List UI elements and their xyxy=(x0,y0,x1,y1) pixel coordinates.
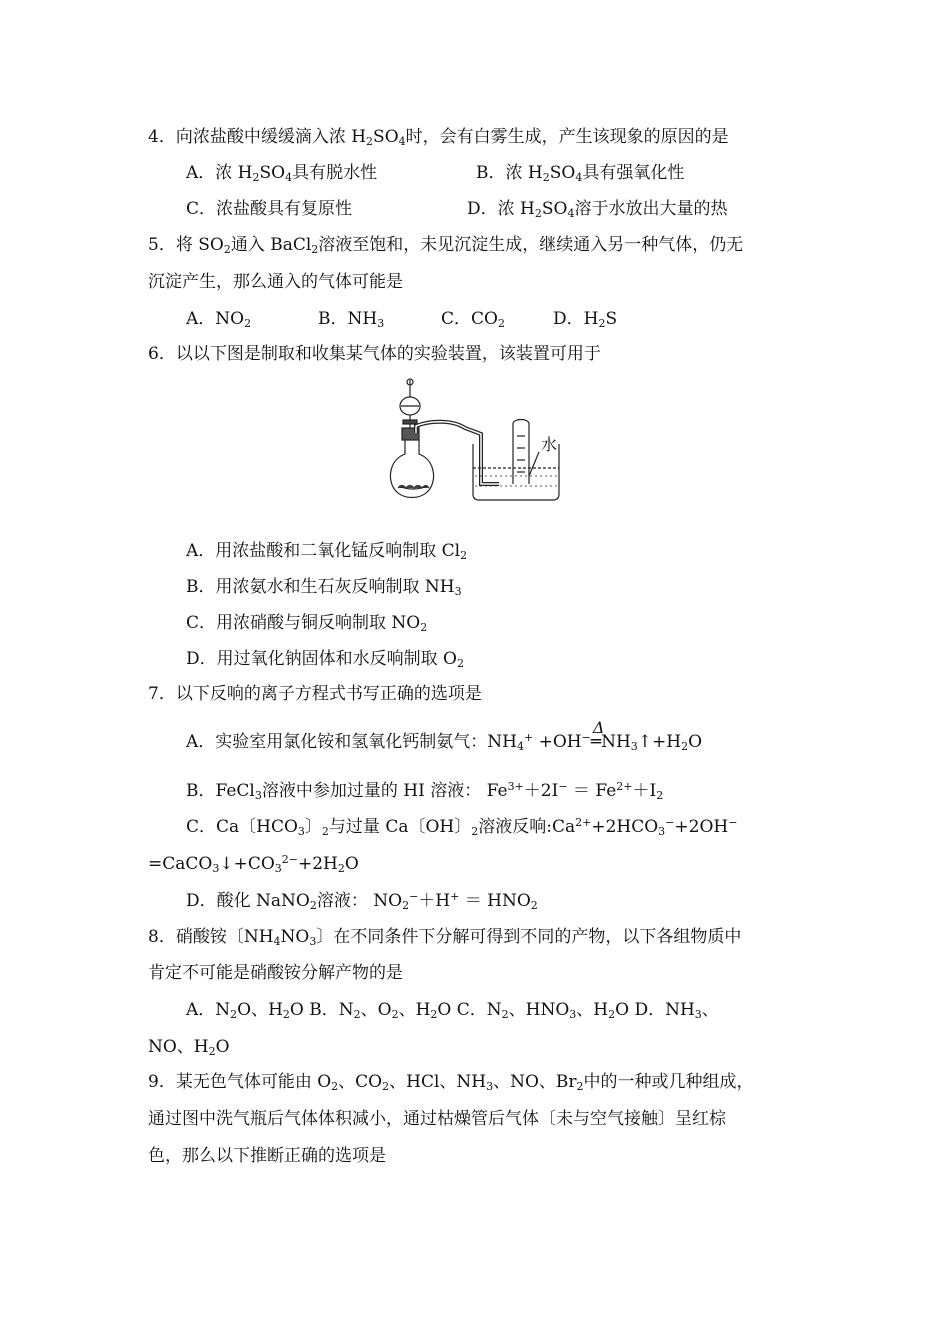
q7-option-a: A．实验室用氯化铵和氢氧化钙制氨气：$NH_4^+$ +OH−═ Δ $NH_3↑+H_2O$ xyxy=(186,718,703,753)
q9-stem-line1: 9．某无色气体可能由 $O_2$、$CO_2$、HCl、$NH_3$、NO、$Br_2$中的一种或几种组成， xyxy=(148,1072,754,1093)
q7-option-b: B．FeCl$_3$溶液中参加过量的 HI 溶液： $Fe^{3+}+2I^- = Fe^{2+}+I_2$ xyxy=(186,780,664,802)
q9-stem-line2: 通过图中洗气瓶后气体体积减小，通过枯燥管后气体〔未与空气接触〕呈红棕 xyxy=(148,1109,726,1129)
q5-stem-line2: 沉淀产生，那么通入的气体可能是 xyxy=(148,272,403,292)
q6-option-c: C．用浓硝酸与铜反响制取 $NO_2$ xyxy=(186,613,428,634)
q4-option-a: A．浓 $H_2SO_4$具有脱水性 xyxy=(186,163,378,184)
q8-stem-line1: 8．硝酸铵〔$NH_4NO_3$〕在不同条件下分解可得到不同的产物，以下各组物质中 xyxy=(148,927,742,948)
q5-option-b: B．$NH_3$ xyxy=(318,309,385,330)
q5-option-a: A．$NO_2$ xyxy=(186,309,252,330)
q6-stem: 6．以以下图是制取和收集某气体的实验装置，该装置可用于 xyxy=(148,344,601,364)
q7-stem: 7．以下反响的离子方程式书写正确的选项是 xyxy=(148,684,482,704)
q6-option-d: D．用过氧化钠固体和水反响制取 $O_2$ xyxy=(186,649,464,670)
q6-option-b: B．用浓氨水和生石灰反响制取 $NH_3$ xyxy=(186,577,462,598)
q7-option-c-line1: C．Ca〔$HCO_3$〕$_2$与过量 Ca〔OH〕$_2$溶液反响$:Ca^{2+}+2HCO_3^-+2OH^-$ xyxy=(186,816,738,838)
q4-stem: 4．向浓盐酸中缓缓滴入浓 $H_2SO_4$时，会有白雾生成，产生该现象的原因的是 xyxy=(148,127,729,148)
q9-stem-line3: 色，那么以下推断正确的选项是 xyxy=(148,1146,386,1166)
q4-option-c: C．浓盐酸具有复原性 xyxy=(186,199,353,219)
collecting-tube xyxy=(513,420,529,485)
q5-option-d: D．$H_2S$ xyxy=(553,309,618,330)
q5-option-c: C．$CO_2$ xyxy=(441,309,505,330)
q8-options-line2: NO、$H_2O$ xyxy=(148,1037,230,1058)
q7-option-d: D．酸化 NaNO$_2$溶液： $NO_2^-+H^+ = HNO_2$ xyxy=(186,890,538,912)
delivery-tube xyxy=(416,422,499,484)
q7-option-c-line2: $=CaCO_3↓+CO_3^{2-}+2H_2O$ xyxy=(148,853,359,875)
q8-stem-line2: 肯定不可能是硝酸铵分解产物的是 xyxy=(148,963,403,983)
q8-options-line1: A．$N_2O$、$H_2O$ B．$N_2$、$O_2$、$H_2O$ C．$N_2$、$HNO_3$、$H_2O$ D．$NH_3$、 xyxy=(186,1000,719,1021)
q6-option-a: A．用浓盐酸和二氧化锰反响制取 $Cl_2$ xyxy=(186,541,468,562)
figure-label-water: 水 xyxy=(541,435,558,454)
q5-stem-line1: 5．将 $SO_2$通入 BaCl$_2$溶液至饱和，未见沉淀生成，继续通入另一种气体，仍无 xyxy=(148,235,744,256)
apparatus-figure xyxy=(383,376,575,504)
q4-option-d: D．浓 $H_2SO_4$溶于水放出大量的热 xyxy=(467,199,728,220)
q4-option-b: B．浓 $H_2SO_4$具有强氧化性 xyxy=(476,163,685,184)
